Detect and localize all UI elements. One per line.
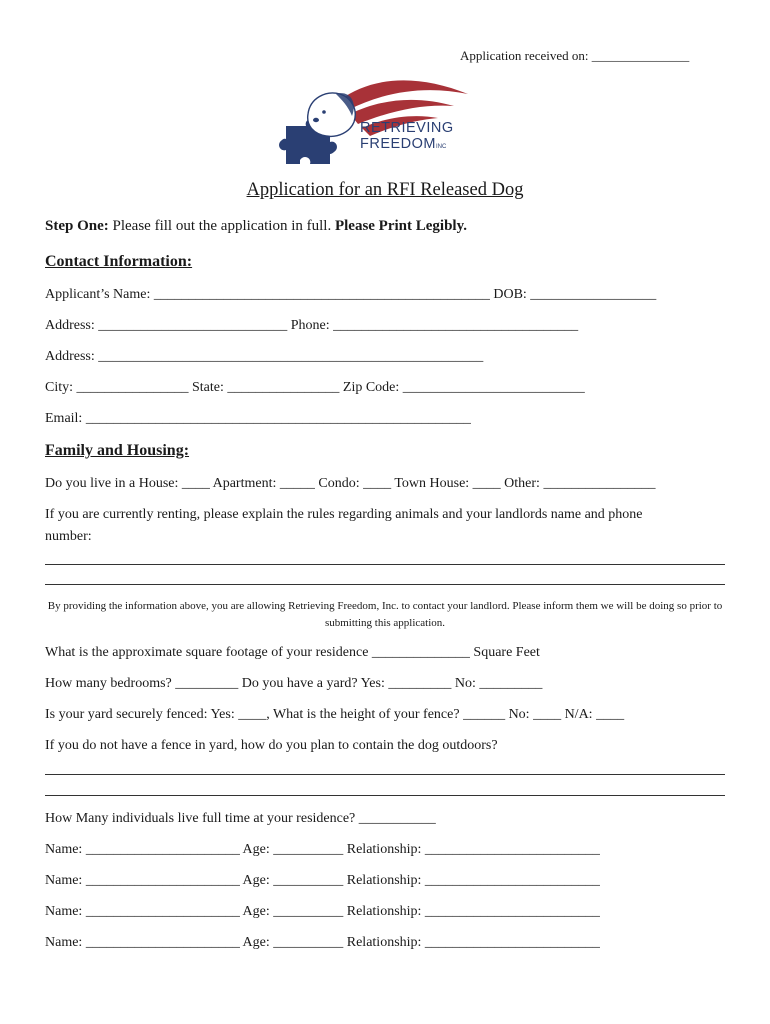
page-title: Application for an RFI Released Dog: [246, 180, 524, 200]
fence-field[interactable]: Is your yard securely fenced: Yes: ____, What is the height of your fence? ______ No: ____ N/A: ____: [45, 707, 625, 722]
address-field[interactable]: Address: _______________________________________________________: [45, 349, 484, 364]
no-fence-question: If you do not have a fence in yard, how do you plan to contain the dog outdoors?: [45, 738, 498, 753]
answer-line[interactable]: [45, 774, 725, 775]
logo-text-retrieving: RETRIEVING: [360, 120, 454, 136]
step-one-instructions: [45, 218, 467, 235]
email-field[interactable]: Email: _______________________________________________________: [45, 411, 471, 426]
renting-question: If you are currently renting, please explain the rules regarding animals and your landlords name and phone: [45, 507, 643, 522]
logo-text-inc: INC: [436, 144, 447, 150]
applicant-name-dob-field[interactable]: Applicant’s Name: ________________________________________________ DOB: __________________: [45, 287, 657, 302]
answer-line[interactable]: [45, 795, 725, 796]
household-member-row[interactable]: Name: ______________________ Age: __________ Relationship: _________________________: [45, 842, 600, 857]
bedrooms-yard-field[interactable]: How many bedrooms? _________ Do you have a yard? Yes: _________ No: _________: [45, 676, 543, 691]
city-state-zip-field[interactable]: City: ________________ State: ________________ Zip Code: __________________________: [45, 380, 585, 395]
household-member-row[interactable]: Name: ______________________ Age: __________ Relationship: _________________________: [45, 904, 600, 919]
contact-information-heading: Contact Information:: [45, 253, 193, 270]
household-member-row[interactable]: Name: ______________________ Age: __________ Relationship: _________________________: [45, 873, 600, 888]
address-phone-field[interactable]: Address: ___________________________ Phone: ___________________________________: [45, 318, 579, 333]
retrieving-freedom-logo: [278, 76, 478, 168]
application-received-field[interactable]: Application received on: _______________: [460, 48, 690, 63]
answer-line[interactable]: [45, 564, 725, 565]
renting-question-continued: number:: [45, 529, 92, 544]
family-housing-heading: Family and Housing:: [45, 442, 190, 459]
logo-text-freedom: FREEDOM: [360, 136, 436, 152]
square-footage-field[interactable]: What is the approximate square footage of your residence ______________ Square Feet: [45, 645, 540, 660]
landlord-contact-notice: By providing the information above, you are allowing Retrieving Freedom, Inc. to contact your landlord. Please inform them we will be doing so prior to submitting this application.: [47, 600, 723, 629]
step-emphasis: Please Print Legibly.: [334, 218, 468, 234]
step-text: Please fill out the application in full.: [108, 218, 335, 234]
household-count-field[interactable]: How Many individuals live full time at your residence? ___________: [45, 811, 436, 826]
answer-line[interactable]: [45, 584, 725, 585]
household-member-row[interactable]: Name: ______________________ Age: __________ Relationship: _________________________: [45, 935, 600, 950]
residence-type-field[interactable]: Do you live in a House: ____ Apartment: _____ Condo: ____ Town House: ____ Other: ________________: [45, 476, 656, 491]
step-label: Step One:: [45, 218, 109, 234]
